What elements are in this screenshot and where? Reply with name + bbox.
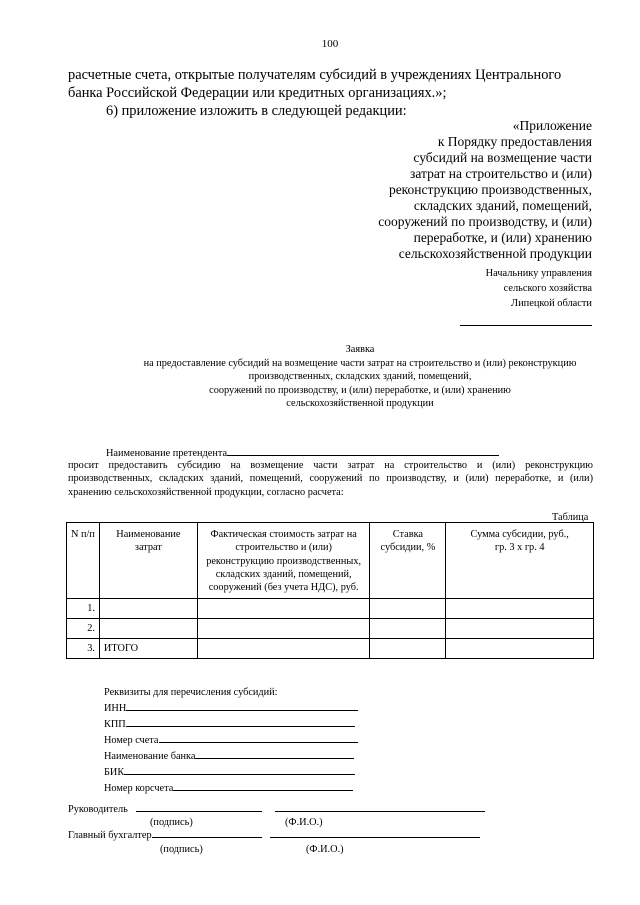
application-title-line: сельскохозяйственной продукции bbox=[286, 398, 434, 409]
requisite-kpp: КПП bbox=[104, 716, 358, 732]
header-cell-sum: Сумма субсидии, руб., гр. 3 х гр. 4 bbox=[446, 523, 594, 599]
head-name-field[interactable] bbox=[275, 801, 485, 812]
request-line: просит предоставить субсидию на возмещение части затрат на строительство и (или) реконструкцию bbox=[68, 460, 593, 471]
appendix-header-line: затрат на строительство и (или) bbox=[410, 166, 592, 181]
row-number: 3. bbox=[67, 639, 100, 659]
accountant-signature-row bbox=[68, 827, 480, 841]
row-cost[interactable] bbox=[197, 599, 370, 619]
head-signature-field[interactable] bbox=[136, 801, 262, 812]
row-rate[interactable] bbox=[370, 639, 446, 659]
account-field[interactable] bbox=[159, 732, 358, 743]
bank-name-field[interactable] bbox=[195, 748, 354, 759]
table-header-row bbox=[67, 523, 594, 599]
row-sum[interactable] bbox=[446, 619, 594, 639]
row-name[interactable] bbox=[99, 619, 197, 639]
row-cost[interactable] bbox=[197, 639, 370, 659]
application-title-line: сооружений по производству, и (или) переработке, и (или) хранению bbox=[209, 384, 511, 396]
application-title bbox=[80, 343, 640, 411]
row-sum[interactable] bbox=[446, 599, 594, 619]
appendix-header-line: сооружений по производству, и (или) bbox=[378, 214, 592, 229]
appendix-header-line: субсидий на возмещение части bbox=[413, 150, 592, 165]
head-sign-caption: (подпись) bbox=[150, 817, 193, 828]
table-row bbox=[67, 599, 594, 619]
application-title-line: на предоставление субсидий на возмещение части затрат на строительство и (или) реконструкцию bbox=[143, 357, 577, 369]
requisite-bik: БИК bbox=[104, 764, 358, 780]
applicant-label: Наименование претендента bbox=[106, 448, 228, 459]
bik-field[interactable] bbox=[124, 764, 355, 775]
row-rate[interactable] bbox=[370, 599, 446, 619]
requisites-block bbox=[104, 686, 358, 796]
header-cell-cost: Фактическая стоимость затрат на строительство и (или) реконструкцию производственных, складских зданий, помещений, сооружений (без учета НДС), руб. bbox=[197, 523, 370, 599]
head-label: Руководитель bbox=[68, 804, 128, 815]
requisites-title: Реквизиты для перечисления субсидий: bbox=[104, 687, 278, 698]
requisite-bank: Наименование банка bbox=[104, 748, 358, 764]
inn-field[interactable] bbox=[126, 700, 358, 711]
accountant-name-field[interactable] bbox=[270, 827, 480, 838]
appendix-header-line: реконструкцию производственных, bbox=[388, 182, 592, 197]
request-line: производственных, складских зданий, помещений, сооружений по производству, и (или) переработке, и (или) bbox=[68, 473, 593, 485]
table-row-total bbox=[67, 639, 594, 659]
table-row bbox=[67, 619, 594, 639]
appendix-header-line: складских зданий, помещений, bbox=[413, 198, 592, 213]
addressee-block bbox=[380, 266, 592, 326]
accountant-name-caption: (Ф.И.О.) bbox=[306, 844, 344, 855]
page-number: 100 bbox=[321, 38, 339, 50]
row-name[interactable] bbox=[99, 599, 197, 619]
appendix-header-line: к Порядку предоставления bbox=[437, 134, 592, 149]
row-number: 1. bbox=[67, 599, 100, 619]
head-signature-row bbox=[68, 801, 485, 815]
requisite-inn: ИНН bbox=[104, 700, 358, 716]
row-rate[interactable] bbox=[370, 619, 446, 639]
corr-account-field[interactable] bbox=[173, 780, 353, 791]
intro-line-2: банка Российской Федерации или кредитных организациях.»; bbox=[68, 85, 447, 101]
appendix-header-line: сельскохозяйственной продукции bbox=[398, 246, 592, 261]
addressee-line: Липецкой области bbox=[511, 298, 592, 309]
appendix-header-line: «Приложение bbox=[512, 118, 592, 133]
appendix-header-line: переработке, и (или) хранению bbox=[413, 230, 592, 245]
application-title-line: Заявка bbox=[345, 344, 375, 355]
requisite-account: Номер счета bbox=[104, 732, 358, 748]
kpp-field[interactable] bbox=[126, 716, 355, 727]
row-sum[interactable] bbox=[446, 639, 594, 659]
requisite-corr-account: Номер корсчета bbox=[104, 780, 358, 796]
applicant-field[interactable] bbox=[227, 445, 499, 456]
addressee-signature-line[interactable] bbox=[460, 311, 592, 326]
header-cell-num: N п/п bbox=[67, 523, 100, 599]
subsidy-table bbox=[66, 522, 594, 659]
application-title-line: производственных, складских зданий, помещений, bbox=[248, 371, 472, 382]
accountant-signature-field[interactable] bbox=[152, 827, 262, 838]
header-cell-rate: Ставка субсидии, % bbox=[370, 523, 446, 599]
row-cost[interactable] bbox=[197, 619, 370, 639]
head-name-caption: (Ф.И.О.) bbox=[285, 817, 323, 828]
header-cell-name: Наименование затрат bbox=[99, 523, 197, 599]
table-caption: Таблица bbox=[552, 512, 589, 523]
addressee-line: Начальнику управления bbox=[485, 268, 592, 279]
accountant-label: Главный бухгалтер bbox=[68, 830, 152, 841]
request-line: хранению сельскохозяйственной продукции, согласно расчета: bbox=[68, 486, 344, 498]
row-name-total: ИТОГО bbox=[99, 639, 197, 659]
addressee-line: сельского хозяйства bbox=[503, 283, 592, 294]
accountant-sign-caption: (подпись) bbox=[160, 844, 203, 855]
appendix-header bbox=[300, 118, 592, 262]
intro-line-3: 6) приложение изложить в следующей редакции: bbox=[106, 103, 407, 119]
request-paragraph bbox=[68, 459, 593, 499]
row-number: 2. bbox=[67, 619, 100, 639]
intro-line-1: расчетные счета, открытые получателям субсидий в учреждениях Центрального bbox=[68, 67, 562, 83]
